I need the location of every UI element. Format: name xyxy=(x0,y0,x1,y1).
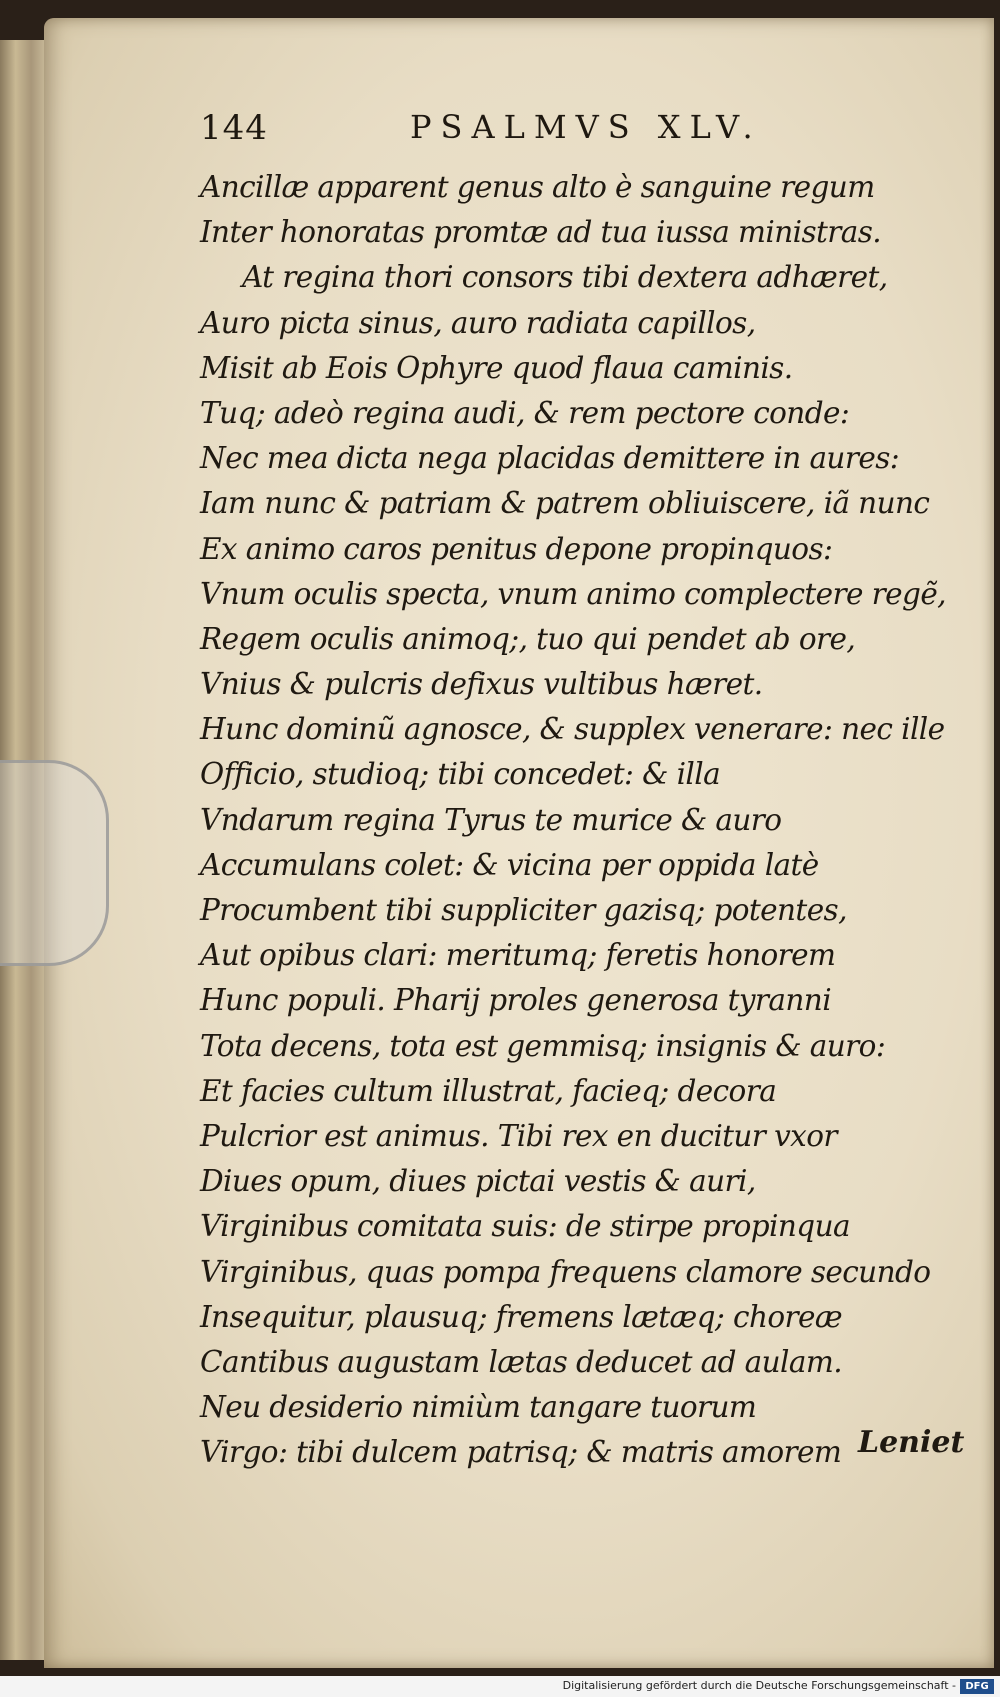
text-line: Misit ab Eois Ophyre quod flaua caminis. xyxy=(200,350,793,385)
page-header xyxy=(200,108,920,158)
text-line: Auro picta sinus, auro radiata capillos, xyxy=(200,305,756,340)
text-line: Iam nunc & patriam & patrem obliuiscere, iã nunc xyxy=(200,486,930,521)
page-clip xyxy=(0,760,109,966)
text-line: Aut opibus clari: meritumq; feretis honorem xyxy=(200,938,836,973)
text-line: Regem oculis animoq;, tuo qui pendet ab ore, xyxy=(200,621,856,656)
text-line: Hunc dominũ agnosce, & supplex venerare: nec ille xyxy=(200,712,945,747)
text-line: Ancillæ apparent genus alto è sanguine regum xyxy=(200,170,875,204)
text-line: Insequitur, plausuq; fremens lætæq; choreæ xyxy=(200,1299,843,1334)
text-line: Tuq; adeò regina audi, & rem pectore conde: xyxy=(200,395,850,430)
running-head: PSALMVS XLV. xyxy=(410,108,762,146)
text-line: At regina thori consors tibi dextera adhæret, xyxy=(242,260,888,295)
text-line: Vnum oculis specta, vnum animo complectere regẽ, xyxy=(200,576,946,611)
text-line: Diues opum, diues pictai vestis & auri, xyxy=(200,1164,756,1199)
text-line: Neu desiderio nimiùm tangare tuorum xyxy=(200,1390,757,1425)
text-line: Procumbent tibi suppliciter gazisq; potentes, xyxy=(200,893,847,927)
text-line: Inter honoratas promtæ ad tua iussa ministras. xyxy=(200,215,882,250)
catchword: Leniet xyxy=(858,1425,965,1460)
text-line: Nec mea dicta nega placidas demittere in aures: xyxy=(200,441,900,476)
text-line: Et facies cultum illustrat, facieq; decora xyxy=(200,1073,777,1108)
dfg-logo: DFG xyxy=(960,1679,994,1694)
text-line: Tota decens, tota est gemmisq; insignis & auro: xyxy=(200,1028,886,1063)
poem-text xyxy=(200,165,946,1475)
page-number: 144 xyxy=(200,108,268,148)
text-line: Accumulans colet: & vicina per oppida latè xyxy=(200,847,819,882)
text-line: Officio, studioq; tibi concedet: & illa xyxy=(200,757,721,792)
funding-credit: Digitalisierung gefördert durch die Deutsche Forschungsgemeinschaft - xyxy=(562,1679,956,1692)
text-line: Vnius & pulcris defixus vultibus hæret. xyxy=(200,667,763,702)
text-line: Hunc populi. Pharij proles generosa tyranni xyxy=(200,983,832,1018)
text-line: Virginibus, quas pompa frequens clamore secundo xyxy=(200,1254,931,1289)
text-line: Virgo: tibi dulcem patrisq; & matris amorem xyxy=(200,1435,842,1470)
text-line: Pulcrior est animus. Tibi rex en ducitur vxor xyxy=(200,1118,837,1153)
text-line: Cantibus augustam lætas deducet ad aulam. xyxy=(200,1344,843,1379)
text-line: Ex animo caros penitus depone propinquos: xyxy=(200,531,833,566)
text-line: Vndarum regina Tyrus te murice & auro xyxy=(200,802,782,837)
text-line: Virginibus comitata suis: de stirpe propinqua xyxy=(200,1209,850,1244)
